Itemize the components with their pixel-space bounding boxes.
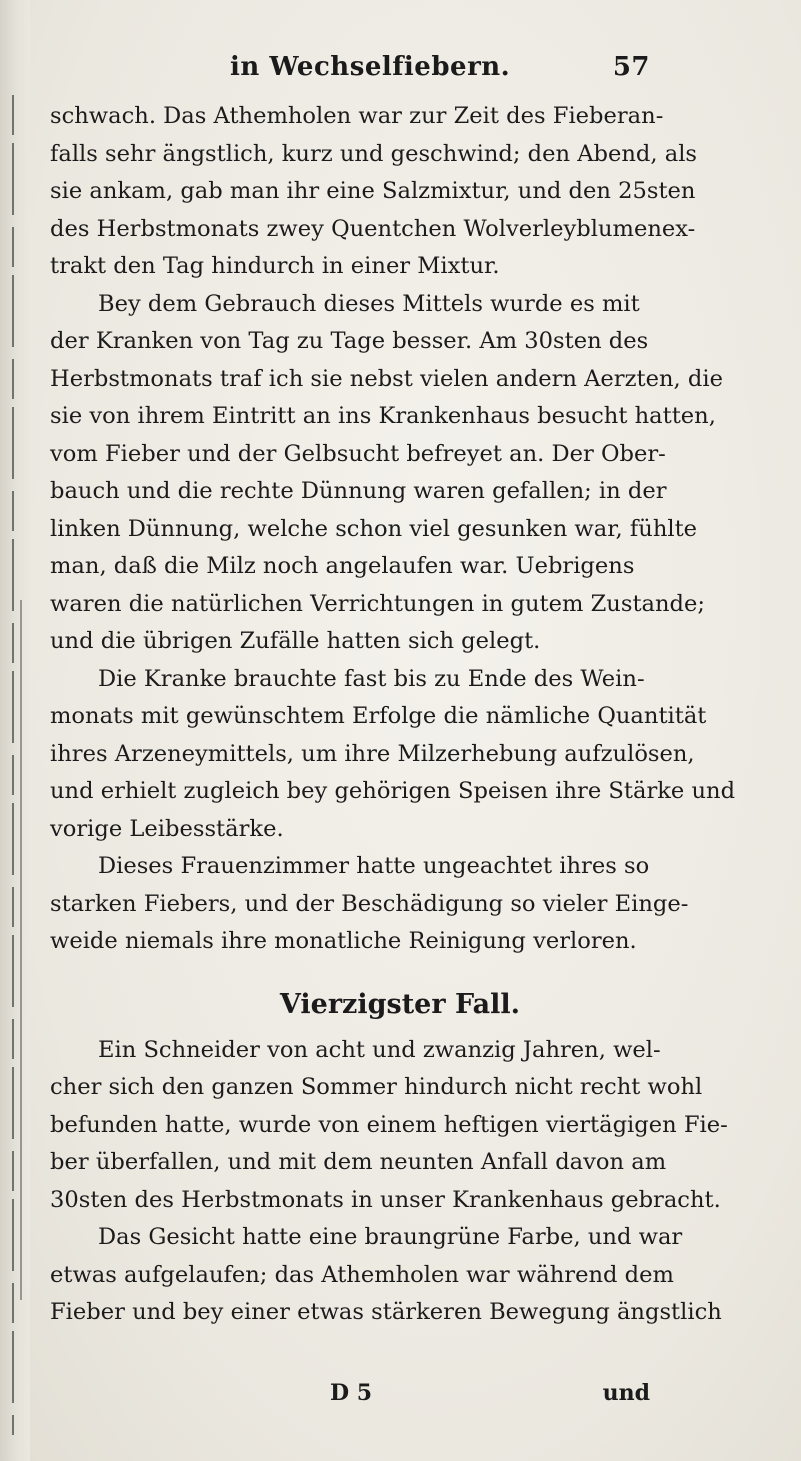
- gutter-inner-line: [20, 600, 22, 1300]
- page-footer: [330, 1380, 650, 1414]
- text-line: cher sich den ganzen Sommer hindurch nicht recht wohl: [50, 1074, 703, 1100]
- text-line: ber überfallen, und mit dem neunten Anfall davon am: [50, 1149, 667, 1175]
- paragraph: [50, 1032, 750, 1220]
- text-line: linken Dünnung, welche schon viel gesunken war, fühlte: [50, 515, 698, 542]
- text-line: monats mit gewünschtem Erfolge die nämliche Quantität: [50, 703, 707, 729]
- text-line: falls sehr ängstlich, kurz und geschwind; den Abend, als: [50, 140, 698, 167]
- text-line: waren die natürlichen Verrichtungen in gutem Zustande;: [50, 590, 705, 617]
- text-line: Die Kranke brauchte fast bis zu Ende des Wein-: [98, 665, 645, 692]
- text-line: bauch und die rechte Dünnung waren gefallen; in der: [50, 478, 667, 504]
- body-text: [50, 98, 750, 1332]
- page-number: 57: [612, 52, 650, 82]
- paragraph: [50, 661, 750, 849]
- text-line: Herbstmonats traf ich sie nebst vielen andern Aerzten, die: [50, 365, 723, 392]
- text-line: schwach. Das Athemholen war zur Zeit des Fieberan-: [50, 103, 664, 129]
- text-line: sie ankam, gab man ihr eine Salzmixtur, und den 25sten: [50, 178, 696, 204]
- paragraph: [50, 848, 750, 961]
- text-line: starken Fiebers, und der Beschädigung so vieler Einge-: [50, 890, 689, 917]
- text-line: vom Fieber und der Gelbsucht befreyet an. Der Ober-: [50, 440, 666, 467]
- paragraph: [50, 286, 750, 661]
- paragraph: [50, 1219, 750, 1332]
- text-line: man, daß die Milz noch angelaufen war. Uebrigens: [50, 553, 635, 579]
- text-line: befunden hatte, wurde von einem heftigen viertägigen Fie-: [50, 1111, 728, 1138]
- signature-mark: D 5: [330, 1380, 373, 1406]
- text-line: der Kranken von Tag zu Tage besser. Am 30sten des: [50, 328, 649, 354]
- text-line: des Herbstmonats zwey Quentchen Wolverleyblumenex-: [50, 215, 696, 242]
- gutter-edge-line: [12, 95, 14, 1435]
- text-line: Ein Schneider von acht und zwanzig Jahren, wel-: [98, 1036, 661, 1063]
- text-line: 30sten des Herbstmonats in unser Krankenhaus gebracht.: [50, 1186, 721, 1213]
- text-line: trakt den Tag hindurch in einer Mixtur.: [50, 253, 500, 279]
- text-line: vorige Leibesstärke.: [50, 815, 284, 842]
- running-head-title: in Wechselfiebern.: [230, 52, 511, 82]
- section-heading: Vierzigster Fall.: [279, 988, 521, 1020]
- page-gutter: [0, 0, 30, 1461]
- text-line: Dieses Frauenzimmer hatte ungeachtet ihres so: [98, 853, 650, 879]
- catchword: und: [602, 1380, 650, 1406]
- paragraph: [50, 98, 750, 286]
- text-line: ihres Arzeneymittels, um ihre Milzerhebung aufzulösen,: [50, 740, 695, 767]
- text-line: weide niemals ihre monatliche Reinigung verloren.: [50, 928, 637, 954]
- text-line: Das Gesicht hatte eine braungrüne Farbe, und war: [98, 1224, 683, 1250]
- running-head: [230, 52, 650, 92]
- text-line: Fieber und bey einer etwas stärkeren Bewegung ängstlich: [50, 1299, 722, 1325]
- text-line: etwas aufgelaufen; das Athemholen war während dem: [50, 1261, 674, 1288]
- text-line: und die übrigen Zufälle hatten sich gelegt.: [50, 628, 541, 654]
- text-line: und erhielt zugleich bey gehörigen Speisen ihre Stärke und: [50, 778, 736, 804]
- text-line: Bey dem Gebrauch dieses Mittels wurde es mit: [98, 290, 640, 317]
- text-line: sie von ihrem Eintritt an ins Krankenhaus besucht hatten,: [50, 403, 716, 429]
